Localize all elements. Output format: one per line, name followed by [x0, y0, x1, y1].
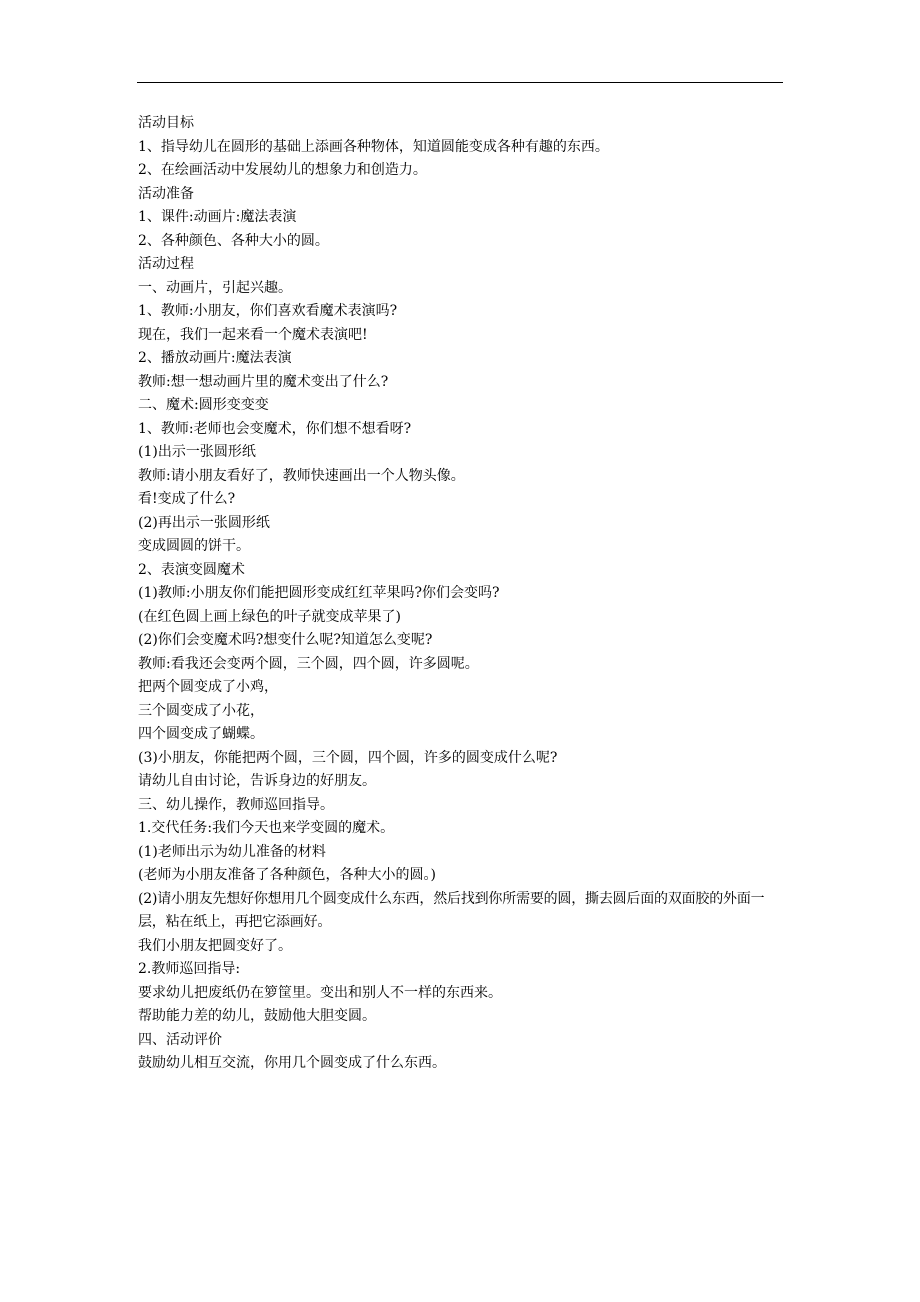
text-line: 三个圆变成了小花， [138, 702, 264, 719]
section-heading: 活动目标 [138, 115, 194, 131]
text-line: 1、指导幼儿在圆形的基础上添画各种物体，知道圆能变成各种有趣的东西。 [138, 138, 609, 155]
text-line: 1、教师:小朋友，你们喜欢看魔术表演吗? [138, 303, 398, 319]
text-line: 2、在绘画活动中发展幼儿的想象力和创造力。 [138, 162, 427, 178]
text-line: 看!变成了什么? [138, 491, 236, 507]
text-line: 一、动画片，引起兴趣。 [138, 279, 292, 296]
text-line: 四个圆变成了蝴蝶。 [138, 726, 264, 742]
text-line: 2、各种颜色、各种大小的圆。 [138, 232, 329, 249]
header-rule [137, 82, 783, 83]
text-line: 把两个圆变成了小鸡， [138, 679, 278, 695]
text-line: 我们小朋友把圆变好了。 [138, 937, 292, 954]
text-line: (在红色圆上画上绿色的叶子就变成苹果了) [138, 608, 401, 625]
text-line: 2、表演变圆魔术 [138, 561, 245, 578]
section-heading: 活动准备 [138, 185, 194, 202]
text-line: 三、幼儿操作，教师巡回指导。 [138, 796, 334, 813]
text-line: 鼓励幼儿相互交流，你用几个圆变成了什么东西。 [138, 1055, 446, 1071]
text-line: (1)出示一张圆形纸 [138, 444, 256, 460]
text-line: 要求幼儿把废纸仍在箩筐里。变出和别人不一样的东西来。 [138, 984, 502, 1001]
text-line: (2)你们会变魔术吗?想变什么呢?知道怎么变呢? [138, 632, 433, 648]
text-line: 1、教师:老师也会变魔术，你们想不想看呀? [138, 420, 412, 437]
text-line: (老师为小朋友准备了各种颜色，各种大小的圆。) [138, 867, 436, 883]
section-heading: 四、活动评价 [138, 1031, 222, 1048]
text-line: 1.交代任务:我们今天也来学变圆的魔术。 [138, 820, 395, 836]
document-body [138, 112, 786, 1076]
text-line: 2.教师巡回指导: [138, 961, 241, 977]
text-line: (3)小朋友，你能把两个圆，三个圆，四个圆，许多的圆变成什么呢? [138, 749, 558, 766]
text-line: (2)再出示一张圆形纸 [138, 514, 270, 531]
text-line: 教师:想一想动画片里的魔术变出了什么? [138, 373, 389, 390]
text-line: 2、播放动画片:魔法表演 [138, 350, 292, 366]
text-line: 二、魔术:圆形变变变 [138, 397, 269, 413]
text-line: 教师:看我还会变两个圆，三个圆，四个圆，许多圆呢。 [138, 655, 479, 672]
section-heading: 活动过程 [138, 256, 194, 272]
text-line: (1)老师出示为幼儿准备的材料 [138, 843, 326, 860]
text-line: 请幼儿自由讨论，告诉身边的好朋友。 [138, 773, 376, 789]
text-line: 帮助能力差的幼儿，鼓励他大胆变圆。 [138, 1008, 376, 1024]
text-line: 教师:请小朋友看好了，教师快速画出一个人物头像。 [138, 467, 465, 484]
text-line: 变成圆圆的饼干。 [138, 538, 250, 554]
text-line: 现在，我们一起来看一个魔术表演吧! [138, 326, 368, 343]
wrapped-paragraph: (2)请小朋友先想好你想用几个圆变成什么东西，然后找到你所需要的圆，撕去圆后面的双面胶的外面一层，粘在纸上，再把它添画好。 [138, 890, 765, 930]
text-line: 1、课件:动画片:魔法表演 [138, 209, 297, 225]
text-line: (1)教师:小朋友你们能把圆形变成红红苹果吗?你们会变吗? [138, 585, 500, 601]
